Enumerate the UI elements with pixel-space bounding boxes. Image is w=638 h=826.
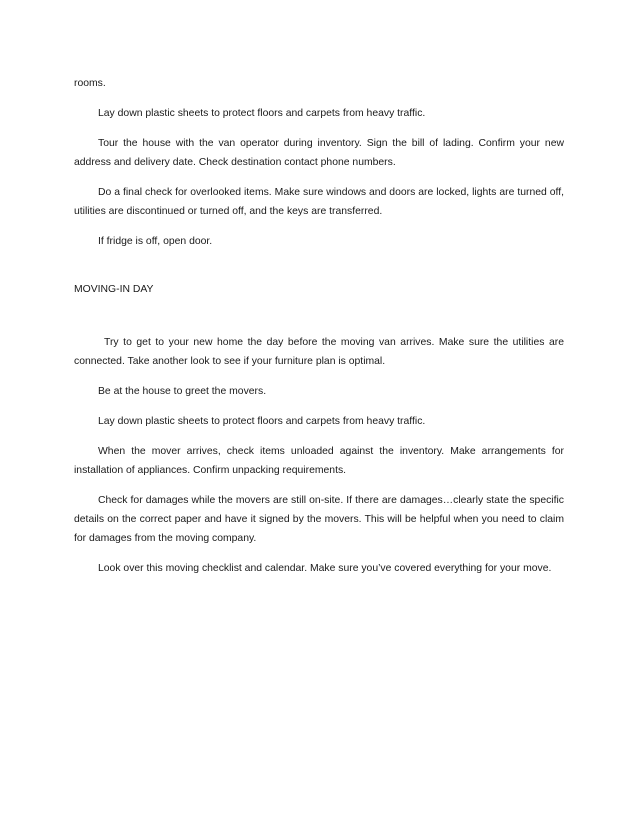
section-heading: MOVING-IN DAY xyxy=(74,284,154,295)
paragraph-tour-house: Tour the house with the van operator during inventory. Sign the bill of lading. Confirm your new address and delivery date. Check destination contact phone numbers. xyxy=(74,138,564,168)
paragraph-greet-movers: Be at the house to greet the movers. xyxy=(98,386,267,397)
document-body xyxy=(74,74,564,589)
paragraph-check-damages: Check for damages while the movers are still on-site. If there are damages…clearly state the specific details on the correct paper and have it signed by the movers. This will be helpful when you need to claim for damages from the moving company. xyxy=(74,495,564,544)
paragraph-checklist: Look over this moving checklist and calendar. Make sure you’ve covered everything for your move. xyxy=(98,563,552,574)
paragraph-plastic-sheets-2: Lay down plastic sheets to protect floors and carpets from heavy traffic. xyxy=(98,416,426,427)
paragraph-arrive-early: Try to get to your new home the day before the moving van arrives. Make sure the utilities are connected. Take another look to see if your furniture plan is optimal. xyxy=(74,337,564,367)
paragraph-final-check: Do a final check for overlooked items. Make sure windows and doors are locked, lights are turned off, utilities are discontinued or turned off, and the keys are transferred. xyxy=(74,187,564,217)
paragraph-rooms: rooms. xyxy=(74,78,106,89)
paragraph-plastic-sheets: Lay down plastic sheets to protect floors and carpets from heavy traffic. xyxy=(98,108,426,119)
paragraph-fridge: If fridge is off, open door. xyxy=(98,236,213,247)
paragraph-mover-arrives: When the mover arrives, check items unloaded against the inventory. Make arrangements for installation of appliances. Confirm unpacking requirements. xyxy=(74,446,564,476)
